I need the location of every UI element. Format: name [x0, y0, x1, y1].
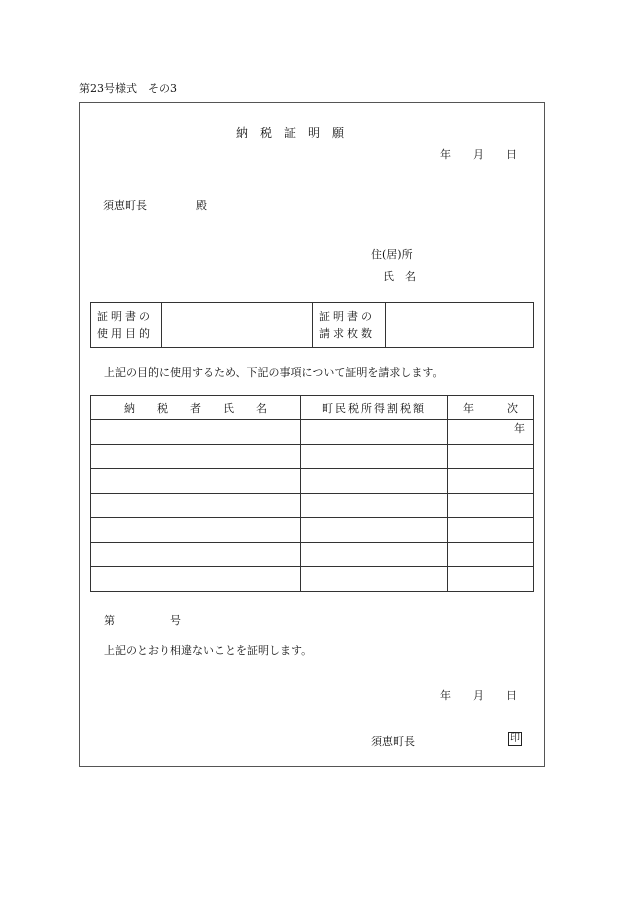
tax-amount-cell[interactable] — [301, 493, 448, 518]
copies-label: 証明書の 請求枚数 — [313, 303, 386, 348]
purpose-label: 証明書の 使用目的 — [91, 303, 162, 348]
form-number: 第23号様式 その3 — [79, 82, 177, 95]
addressee-name: 須恵町長 — [103, 199, 147, 212]
table-row — [91, 420, 534, 445]
year-cell[interactable] — [448, 518, 534, 543]
tax-amount-cell[interactable] — [301, 420, 448, 445]
year-cell[interactable] — [448, 493, 534, 518]
taxpayer-name-cell[interactable] — [91, 469, 301, 494]
tax-amount-cell[interactable] — [301, 469, 448, 494]
addressee-honorific: 殿 — [196, 199, 207, 212]
taxpayer-name-cell[interactable] — [91, 518, 301, 543]
year-cell[interactable] — [448, 542, 534, 567]
year-cell[interactable] — [448, 469, 534, 494]
tax-amount-cell[interactable] — [301, 567, 448, 592]
request-statement: 上記の目的に使用するため、下記の事項について証明を請求します。 — [104, 366, 444, 379]
certificate-number: 第 号 — [104, 614, 181, 627]
tax-amount-cell[interactable] — [301, 518, 448, 543]
applicant-address-label: 住(居)所 — [371, 248, 413, 261]
applicant-name-label: 氏 名 — [383, 270, 416, 283]
certificate-statement: 上記のとおり相違ないことを証明します。 — [104, 644, 313, 657]
table-row — [91, 469, 534, 494]
seal-stamp: 印 — [510, 733, 520, 744]
taxpayer-name-cell[interactable] — [91, 542, 301, 567]
taxpayer-name-cell[interactable] — [91, 567, 301, 592]
tax-table — [90, 395, 534, 592]
table-row — [91, 518, 534, 543]
copies-field[interactable] — [386, 303, 534, 348]
header-tax-amount: 町民税所得割税額 — [301, 396, 448, 420]
year-cell[interactable]: 年 — [448, 420, 534, 445]
year-cell[interactable] — [448, 444, 534, 469]
issuer-name: 須恵町長 — [371, 735, 415, 748]
table-row — [91, 567, 534, 592]
tax-amount-cell[interactable] — [301, 444, 448, 469]
header-taxpayer-name: 納 税 者 氏 名 — [91, 396, 301, 420]
tax-amount-cell[interactable] — [301, 542, 448, 567]
purpose-table — [90, 302, 534, 348]
header-year: 年 次 — [448, 396, 534, 420]
purpose-field[interactable] — [162, 303, 313, 348]
taxpayer-name-cell[interactable] — [91, 444, 301, 469]
taxpayer-name-cell[interactable] — [91, 420, 301, 445]
table-row — [91, 444, 534, 469]
request-date: 年 月 日 — [440, 148, 517, 161]
year-cell[interactable] — [448, 567, 534, 592]
table-row — [91, 493, 534, 518]
taxpayer-name-cell[interactable] — [91, 493, 301, 518]
table-row — [91, 542, 534, 567]
certificate-date: 年 月 日 — [440, 689, 517, 702]
form-title: 納 税 証 明 願 — [236, 126, 345, 140]
